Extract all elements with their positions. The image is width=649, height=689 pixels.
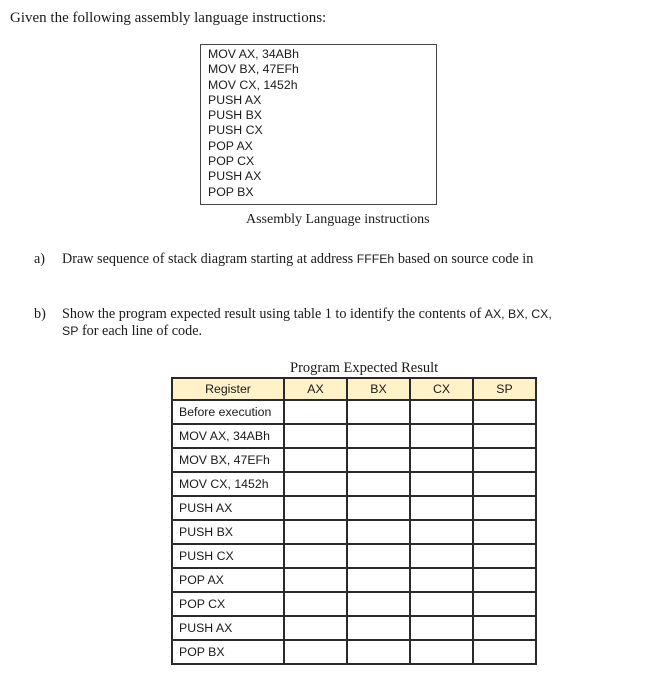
cell-ax[interactable] (284, 640, 347, 664)
code-line: POP AX (208, 138, 253, 153)
cell-cx[interactable] (410, 496, 473, 520)
code-line: PUSH BX (208, 108, 262, 123)
row-label: PUSH AX (172, 616, 284, 640)
cell-cx[interactable] (410, 640, 473, 664)
cell-cx[interactable] (410, 472, 473, 496)
code-listing-box (200, 44, 437, 205)
table-row (172, 568, 536, 592)
cell-ax[interactable] (284, 424, 347, 448)
row-label: POP AX (172, 568, 284, 592)
cell-sp[interactable] (473, 472, 536, 496)
cell-ax[interactable] (284, 568, 347, 592)
code-line: PUSH AX (208, 92, 262, 107)
row-label: PUSH BX (172, 520, 284, 544)
cell-bx[interactable] (347, 496, 410, 520)
row-label: MOV CX, 1452h (172, 472, 284, 496)
table-row (172, 616, 536, 640)
question-b-line2 (62, 323, 202, 340)
cell-cx[interactable] (410, 616, 473, 640)
question-b-regs: AX, BX, CX, (484, 307, 552, 321)
table-row (172, 496, 536, 520)
table-caption: Program Expected Result (290, 360, 439, 376)
table-row (172, 424, 536, 448)
code-line: PUSH CX (208, 123, 263, 138)
code-line: POP BX (208, 184, 254, 199)
code-line: MOV CX, 1452h (208, 77, 298, 92)
row-label: PUSH CX (172, 544, 284, 568)
cell-cx[interactable] (410, 424, 473, 448)
header-ax: AX (284, 378, 347, 400)
cell-sp[interactable] (473, 424, 536, 448)
code-line: PUSH AX (208, 169, 262, 184)
cell-sp[interactable] (473, 640, 536, 664)
cell-ax[interactable] (284, 616, 347, 640)
code-line: MOV BX, 47EFh (208, 62, 299, 77)
question-b-line1 (62, 306, 552, 323)
cell-bx[interactable] (347, 568, 410, 592)
cell-sp[interactable] (473, 400, 536, 424)
cell-bx[interactable] (347, 424, 410, 448)
cell-ax[interactable] (284, 496, 347, 520)
cell-bx[interactable] (347, 472, 410, 496)
cell-bx[interactable] (347, 640, 410, 664)
table-row (172, 400, 536, 424)
cell-ax[interactable] (284, 592, 347, 616)
cell-sp[interactable] (473, 448, 536, 472)
cell-bx[interactable] (347, 616, 410, 640)
cell-ax[interactable] (284, 520, 347, 544)
table-row (172, 544, 536, 568)
cell-ax[interactable] (284, 472, 347, 496)
question-a-label: a) (34, 251, 46, 267)
row-label: PUSH AX (172, 496, 284, 520)
code-line: MOV AX, 34ABh (208, 47, 299, 61)
row-label: MOV AX, 34ABh (172, 424, 284, 448)
cell-ax[interactable] (284, 544, 347, 568)
cell-cx[interactable] (410, 520, 473, 544)
cell-sp[interactable] (473, 592, 536, 616)
cell-cx[interactable] (410, 448, 473, 472)
question-a-text-after: based on source code in (394, 251, 534, 267)
cell-cx[interactable] (410, 400, 473, 424)
cell-bx[interactable] (347, 544, 410, 568)
header-bx: BX (347, 378, 410, 400)
table-row (172, 592, 536, 616)
question-b-line1-text: Show the program expected result using table 1 to identify the contents of (62, 306, 485, 322)
header-register: Register (172, 378, 284, 400)
code-caption: Assembly Language instructions (246, 212, 430, 227)
header-cx: CX (410, 378, 473, 400)
cell-ax[interactable] (284, 448, 347, 472)
cell-cx[interactable] (410, 592, 473, 616)
table-row (172, 472, 536, 496)
code-line: POP CX (208, 154, 255, 169)
cell-bx[interactable] (347, 592, 410, 616)
table-row (172, 520, 536, 544)
cell-sp[interactable] (473, 616, 536, 640)
cell-cx[interactable] (410, 568, 473, 592)
cell-bx[interactable] (347, 520, 410, 544)
cell-bx[interactable] (347, 448, 410, 472)
cell-cx[interactable] (410, 544, 473, 568)
table-row (172, 448, 536, 472)
row-label: MOV BX, 47EFh (172, 448, 284, 472)
cell-sp[interactable] (473, 496, 536, 520)
cell-bx[interactable] (347, 400, 410, 424)
cell-sp[interactable] (473, 544, 536, 568)
row-label: POP CX (172, 592, 284, 616)
intro-text: Given the following assembly language instructions: (10, 10, 327, 26)
expected-result-table (171, 377, 537, 665)
table-header-row (172, 378, 536, 400)
cell-sp[interactable] (473, 520, 536, 544)
header-sp: SP (473, 378, 536, 400)
row-label: POP BX (172, 640, 284, 664)
question-b-label: b) (34, 306, 46, 322)
question-a-address: FFFEh (356, 252, 395, 266)
question-a-text-before: Draw sequence of stack diagram starting at address (62, 251, 357, 267)
table-row (172, 640, 536, 664)
question-b-line2-text: for each line of code. (78, 323, 203, 339)
row-label: Before execution (172, 400, 284, 424)
question-b-sp: SP (62, 324, 79, 338)
cell-sp[interactable] (473, 568, 536, 592)
question-a-text (62, 251, 533, 268)
cell-ax[interactable] (284, 400, 347, 424)
